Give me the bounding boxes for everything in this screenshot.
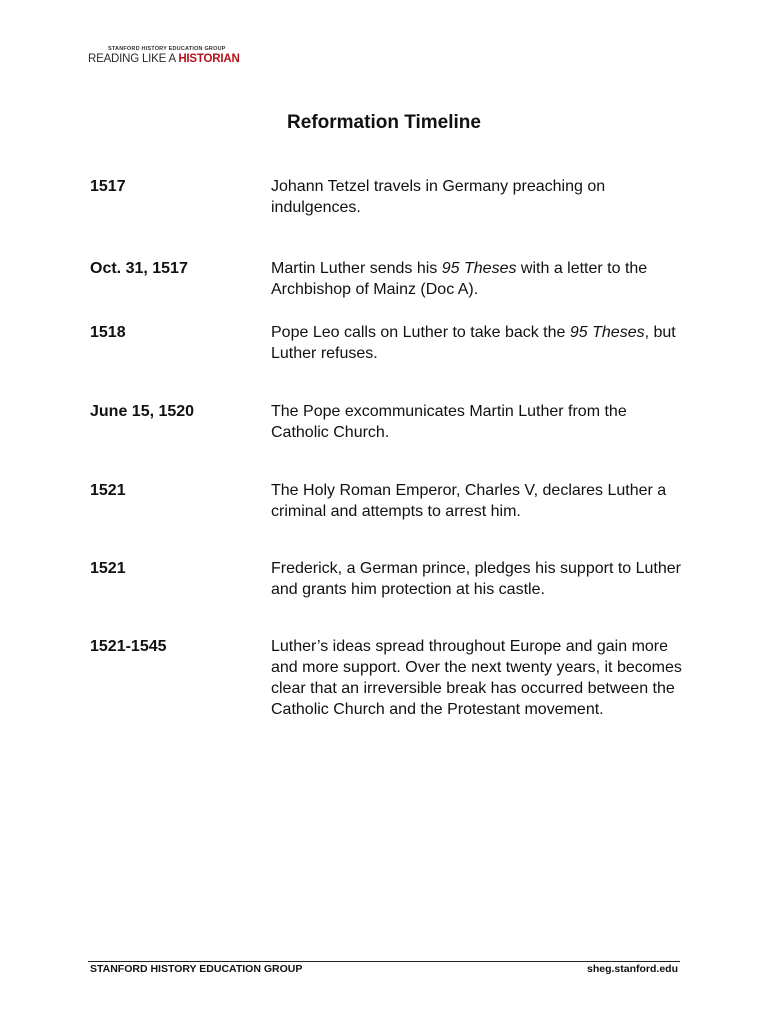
footer-divider	[88, 961, 680, 962]
entry-description: Johann Tetzel travels in Germany preaching on indulgences.	[271, 178, 606, 216]
entry-text-italic: 95 Theses	[441, 260, 517, 277]
logo-name-prefix: READING LIKE A	[88, 53, 179, 65]
entry-text: Pope Leo calls on Luther to take back the	[271, 324, 570, 341]
entry-date: 1521	[90, 560, 126, 577]
entry-description: Frederick, a German prince, pledges his support to Luther and grants him protection at his castle.	[271, 560, 681, 598]
entry-text: , but Luther refuses.	[271, 324, 676, 362]
entry-description	[271, 258, 686, 300]
entry-text: with a letter to the Archbishop of Mainz (Doc A).	[271, 260, 648, 298]
entry-text-italic: 95 Theses	[569, 324, 645, 341]
entry-description	[271, 322, 686, 364]
entry-date: 1517	[90, 178, 126, 195]
entry-date: 1521-1545	[90, 638, 167, 655]
entry-description: The Holy Roman Emperor, Charles V, declares Luther a criminal and attempts to arrest him.	[271, 482, 667, 520]
logo-org-text: STANFORD HISTORY EDUCATION GROUP	[108, 46, 226, 52]
page-title: Reformation Timeline	[287, 112, 481, 133]
logo-name-highlight: HISTORIAN	[178, 53, 240, 65]
entry-date: 1521	[90, 482, 126, 499]
entry-description: The Pope excommunicates Martin Luther from the Catholic Church.	[271, 403, 627, 441]
footer-url: sheg.stanford.edu	[586, 963, 678, 975]
entry-date: June 15, 1520	[90, 403, 195, 420]
entry-date: Oct. 31, 1517	[90, 260, 188, 277]
footer-org: STANFORD HISTORY EDUCATION GROUP	[90, 963, 303, 975]
logo-name	[88, 53, 240, 65]
logo	[88, 46, 240, 70]
entry-text: Martin Luther sends his	[271, 260, 442, 277]
entry-description: Luther’s ideas spread throughout Europe and gain more and more support. Over the next twenty years, it becomes clear that an irreversible break has occurred between the Catholic Church and the Protestant movement.	[271, 638, 682, 718]
entry-date: 1518	[90, 324, 126, 341]
